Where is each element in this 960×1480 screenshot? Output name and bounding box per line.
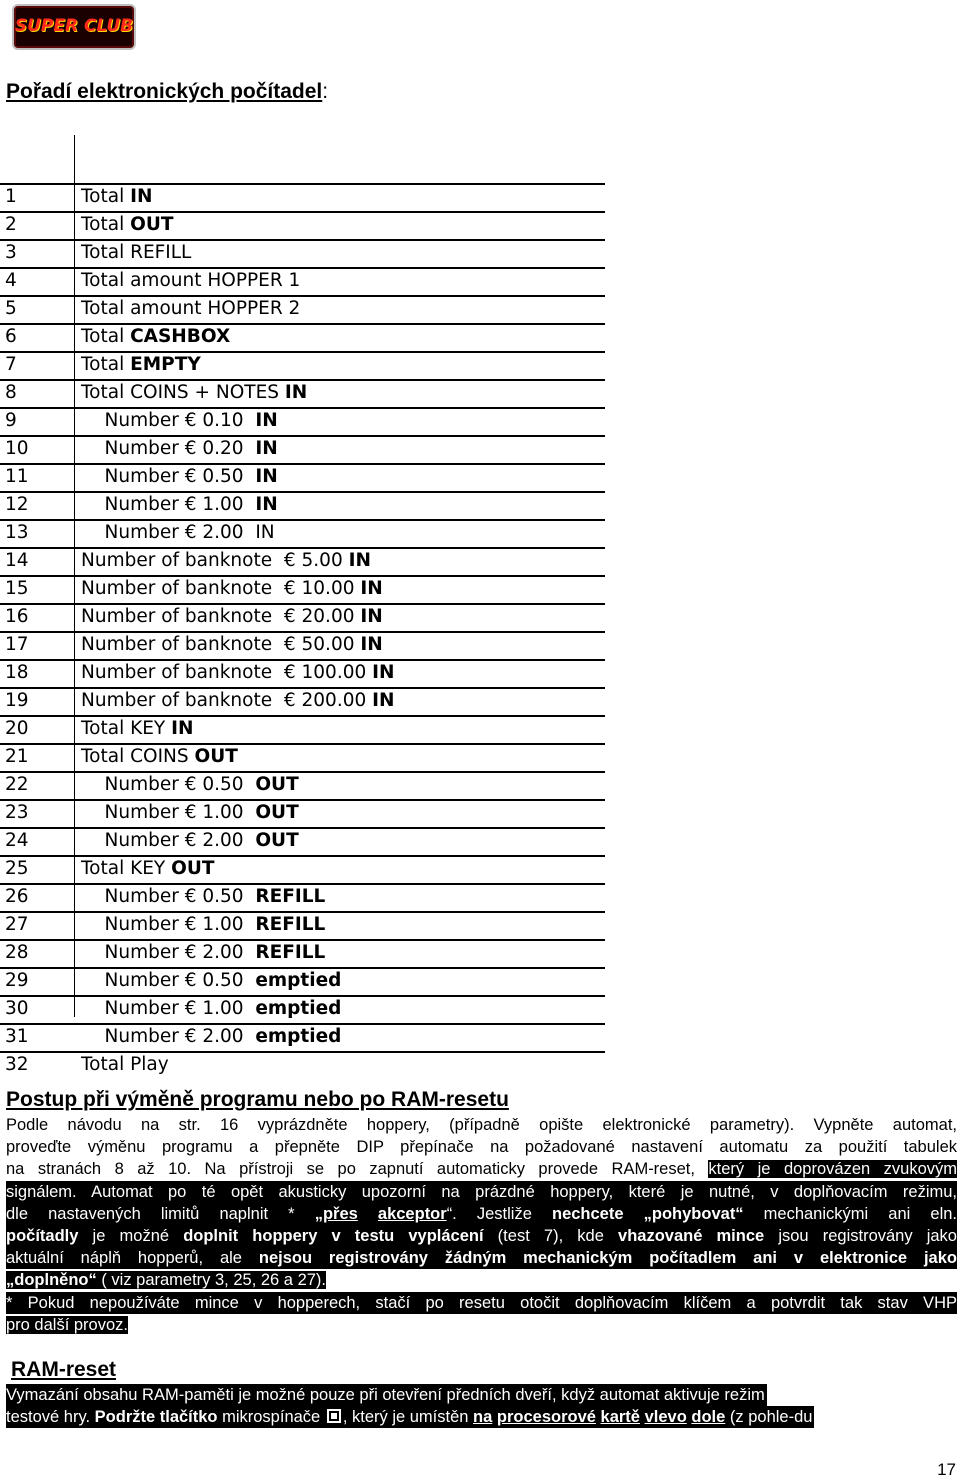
counter-label: Number € 2.00 emptied — [81, 1026, 342, 1047]
counter-label: Total Play — [81, 1054, 169, 1075]
counter-label: Number of banknote € 5.00 IN — [81, 550, 371, 571]
counter-number: 1 — [5, 186, 17, 207]
counter-label: Number € 0.50 OUT — [81, 774, 299, 795]
para-line: * Pokud nepoužíváte mince v hopperech, stačí po resetu otočit doplňovacím klíčem a potvrdit tak stav VHP — [6, 1292, 957, 1314]
table-row — [0, 297, 605, 325]
table-row — [0, 717, 605, 745]
counter-number: 11 — [5, 466, 29, 487]
counter-label: Number € 2.00 REFILL — [81, 942, 326, 963]
counter-number: 5 — [5, 298, 17, 319]
para-line: dle nastavených limitů naplnit * „přes akceptor“. Jestliže nechcete „pohybovat“ mechanickými ani eln. — [6, 1203, 957, 1225]
counter-label: Total KEY OUT — [81, 858, 215, 879]
counter-number: 21 — [5, 746, 29, 767]
counter-number: 27 — [5, 914, 29, 935]
table-row — [0, 521, 605, 549]
table-row — [0, 213, 605, 241]
para-line: na stranách 8 až 10. Na přístroji se po zapnutí automaticky provede RAM-reset, který je doprovázen zvukovým — [6, 1160, 957, 1179]
table-row — [0, 353, 605, 381]
section-ram-reset-text — [6, 1384, 946, 1428]
counter-label: Number € 1.00 OUT — [81, 802, 299, 823]
counter-label: Number € 1.00 emptied — [81, 998, 342, 1019]
counter-label: Number € 0.50 REFILL — [81, 886, 326, 907]
counter-number: 7 — [5, 354, 17, 375]
counter-label: Total COINS + NOTES IN — [81, 382, 308, 403]
counter-number: 25 — [5, 858, 29, 879]
counter-number: 15 — [5, 578, 29, 599]
logo-text: SUPER CLUB — [14, 16, 134, 36]
counter-number: 17 — [5, 634, 29, 655]
counter-number: 9 — [5, 410, 17, 431]
counter-number: 4 — [5, 270, 17, 291]
para-line: „doplněno“ ( viz parametry 3, 25, 26 a 27). — [6, 1271, 327, 1290]
table-row — [0, 325, 605, 353]
table-row — [0, 969, 605, 997]
counter-number: 13 — [5, 522, 29, 543]
table-row — [0, 829, 605, 857]
counter-label: Total IN — [81, 186, 153, 207]
table-row — [0, 745, 605, 773]
counter-label: Total amount HOPPER 1 — [81, 270, 301, 291]
counter-label: Number € 1.00 IN — [81, 494, 278, 515]
para-line: signálem. Automat po té opět akusticky upozorní na prázdné hoppery, které je nutné, v doplňovacím režimu, — [6, 1181, 957, 1203]
counter-number: 31 — [5, 1026, 29, 1047]
counters-title-text: Pořadí elektronických počítadel — [6, 80, 323, 103]
table-row — [0, 549, 605, 577]
counter-number: 22 — [5, 774, 29, 795]
table-row — [0, 913, 605, 941]
page-number: 17 — [937, 1460, 956, 1479]
counter-number: 30 — [5, 998, 29, 1019]
table-row — [0, 997, 605, 1025]
table-row — [0, 577, 605, 605]
counter-label: Number € 0.50 emptied — [81, 970, 342, 991]
counter-number: 24 — [5, 830, 29, 851]
counter-number: 2 — [5, 214, 17, 235]
table-row — [0, 661, 605, 689]
counter-label: Number € 1.00 REFILL — [81, 914, 326, 935]
counter-number: 18 — [5, 662, 29, 683]
table-row — [0, 493, 605, 521]
counter-label: Total amount HOPPER 2 — [81, 298, 301, 319]
counter-number: 12 — [5, 494, 29, 515]
counter-number: 10 — [5, 438, 29, 459]
counter-label: Total CASHBOX — [81, 326, 231, 347]
super-club-logo — [12, 4, 136, 50]
section-program-change-text — [6, 1114, 957, 1336]
table-row — [0, 941, 605, 969]
counter-number: 29 — [5, 970, 29, 991]
table-row — [0, 1025, 605, 1053]
counter-label: Total REFILL — [81, 242, 192, 263]
table-row — [0, 605, 605, 633]
counter-number: 3 — [5, 242, 17, 263]
para-line: Vymazání obsahu RAM-paměti je možné pouze při otevření předních dveří, když automat aktivuje režim — [6, 1384, 767, 1406]
counter-label: Number € 2.00 OUT — [81, 830, 299, 851]
table-header-gap — [0, 135, 605, 185]
para-line: Podle návodu na str. 16 vyprázdněte hoppery, (případně opište elektronické parametry). Vypněte automat, — [6, 1116, 957, 1134]
counter-number: 6 — [5, 326, 17, 347]
counter-label: Number € 2.00 IN — [81, 522, 275, 543]
table-row — [0, 885, 605, 913]
counter-label: Number of banknote € 50.00 IN — [81, 634, 383, 655]
counter-number: 26 — [5, 886, 29, 907]
counter-number: 32 — [5, 1054, 29, 1075]
para-line: pro další provoz. — [6, 1315, 128, 1334]
counter-label: Total EMPTY — [81, 354, 201, 375]
table-row — [0, 857, 605, 885]
counter-number: 23 — [5, 802, 29, 823]
table-row — [0, 465, 605, 493]
counters-table — [0, 135, 605, 1079]
para-line: testové hry. Podržte tlačítko mikrospínače , který je umístěn na procesorové kartě vlevo dole (z pohle-du — [6, 1406, 814, 1428]
counter-number: 14 — [5, 550, 29, 571]
counters-title-colon: : — [322, 80, 329, 103]
counter-label: Number € 0.10 IN — [81, 410, 278, 431]
counter-label: Number of banknote € 200.00 IN — [81, 690, 395, 711]
table-row — [0, 773, 605, 801]
table-row — [0, 381, 605, 409]
counter-label: Number of banknote € 20.00 IN — [81, 606, 383, 627]
counter-number: 19 — [5, 690, 29, 711]
table-row — [0, 437, 605, 465]
counters-title — [6, 80, 328, 104]
counter-number: 20 — [5, 718, 29, 739]
counter-number: 8 — [5, 382, 17, 403]
para-line: proveďte výměnu programu a přepněte DIP přepínače na požadované nastavení automatu za použití tabulek — [6, 1138, 957, 1157]
counter-label: Number of banknote € 100.00 IN — [81, 662, 395, 683]
table-row — [0, 633, 605, 661]
section-program-change-title: Postup při výměně programu nebo po RAM-resetu — [6, 1088, 509, 1111]
para-line: aktuální náplň hopperů, ale nejsou registrovány žádným mechanickým počítadlem ani v elektronice jako — [6, 1247, 957, 1269]
table-row — [0, 409, 605, 437]
counter-number: 28 — [5, 942, 29, 963]
counter-label: Number € 0.20 IN — [81, 438, 278, 459]
microswitch-square-icon — [327, 1409, 341, 1423]
section-ram-reset-title: RAM-reset — [11, 1358, 117, 1381]
counter-label: Number € 0.50 IN — [81, 466, 278, 487]
counter-label: Total OUT — [81, 214, 174, 235]
para-line: počítadly je možné doplnit hoppery v testu vyplácení (test 7), kde vhazované mince jsou registrovány jako — [6, 1225, 957, 1247]
table-row — [0, 801, 605, 829]
table-row — [0, 185, 605, 213]
counter-label: Total COINS OUT — [81, 746, 238, 767]
table-row — [0, 1053, 605, 1079]
counter-label: Number of banknote € 10.00 IN — [81, 578, 383, 599]
table-row — [0, 269, 605, 297]
counter-label: Total KEY IN — [81, 718, 194, 739]
table-row — [0, 689, 605, 717]
counter-number: 16 — [5, 606, 29, 627]
table-row — [0, 241, 605, 269]
